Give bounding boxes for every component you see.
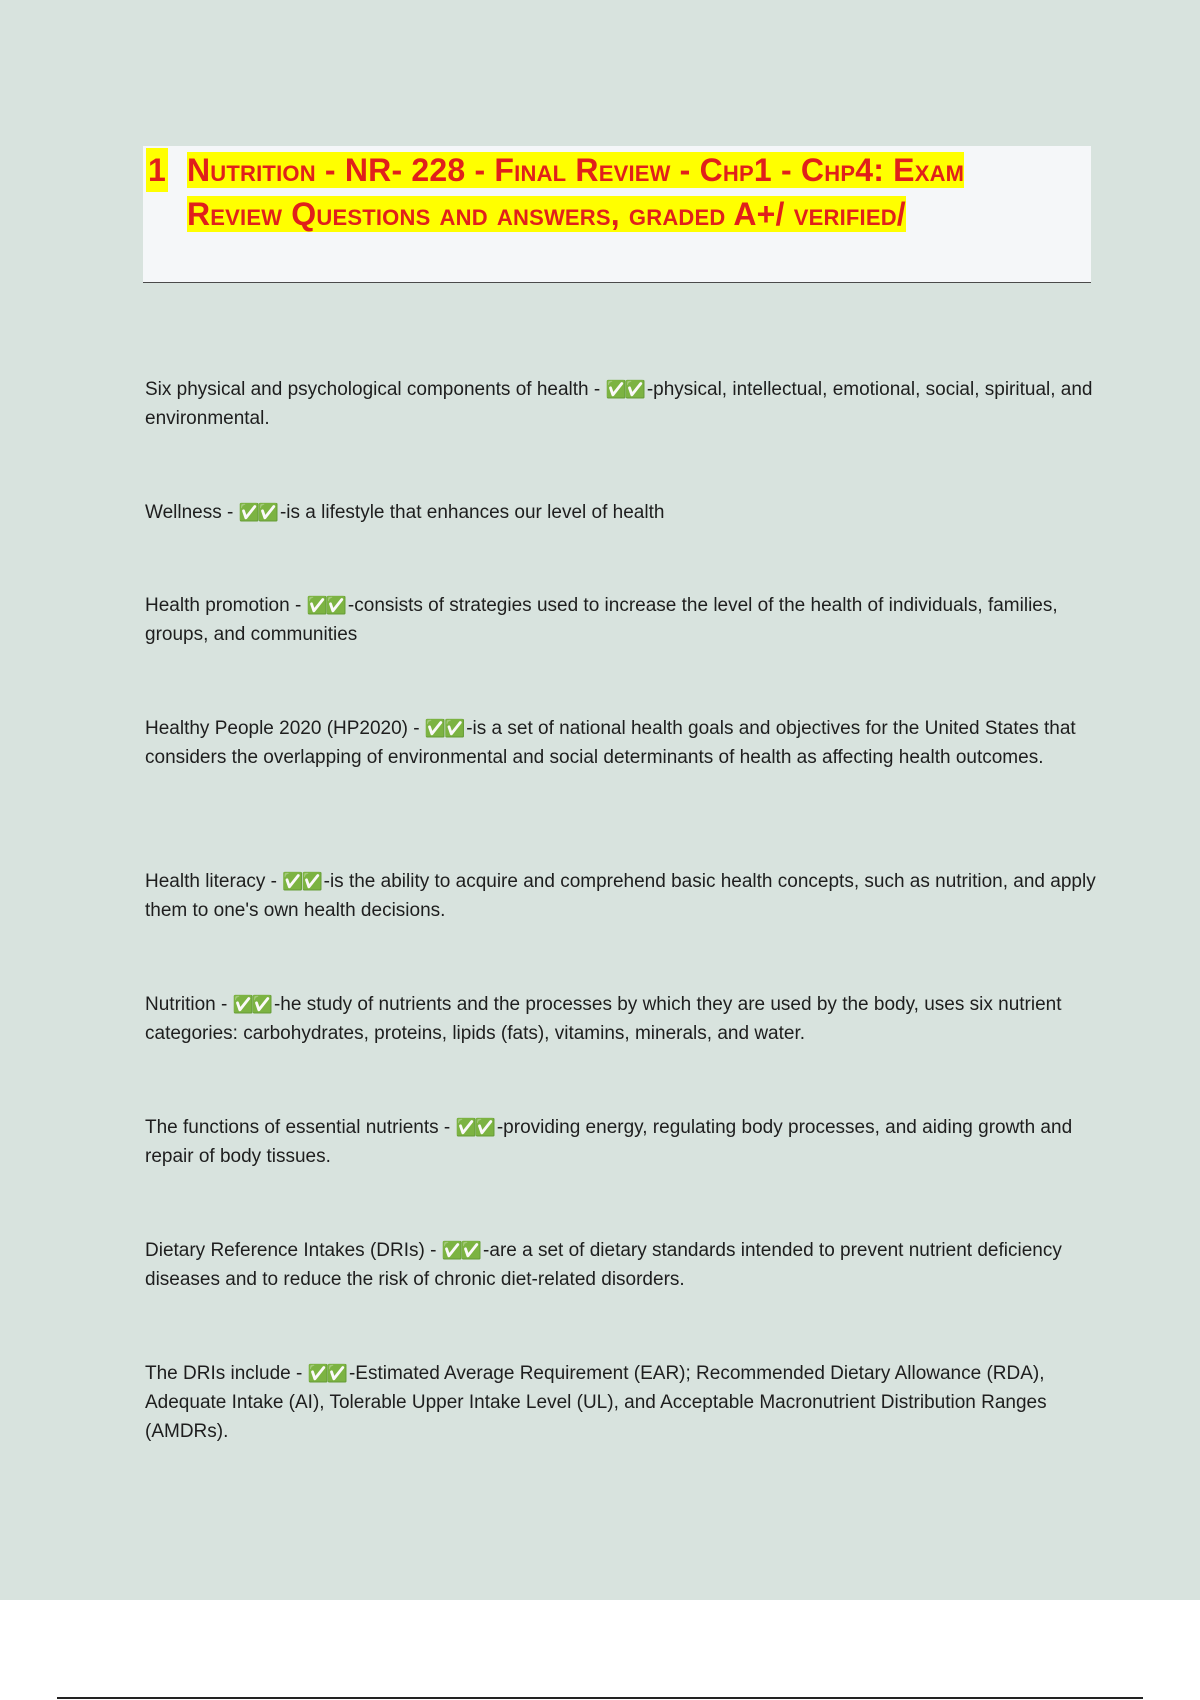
entry-definition: -consists of strategies used to increase the level of the health of individuals, families, groups, and communities: [145, 595, 1058, 645]
double-check-icon: ✅✅: [605, 380, 644, 399]
qa-entry: [145, 1359, 1105, 1446]
qa-entry: [145, 714, 1105, 772]
qa-entry: [145, 867, 1105, 925]
heading-title: [187, 148, 1067, 236]
entry-definition: -he study of nutrients and the processes by which they are used by the body, uses six nutrient categories: carbohydrates, proteins, lipids (fats), vitamins, minerals, and water.: [145, 994, 1062, 1044]
qa-entry: [145, 1236, 1105, 1294]
entry-term: Healthy People 2020 (HP2020) -: [145, 718, 425, 739]
double-check-icon: ✅✅: [307, 1364, 346, 1383]
qa-entry: [145, 375, 1105, 433]
entry-definition: -are a set of dietary standards intended to prevent nutrient deficiency diseases and to reduce the risk of chronic diet-related disorders.: [145, 1240, 1062, 1290]
entry-term: The functions of essential nutrients -: [145, 1117, 456, 1138]
qa-entry: [145, 1113, 1105, 1171]
entry-term: Six physical and psychological components of health -: [145, 379, 606, 400]
double-check-icon: ✅✅: [306, 596, 345, 615]
qa-entry: [145, 990, 1105, 1048]
entry-definition: -physical, intellectual, emotional, social, spiritual, and environmental.: [145, 379, 1093, 429]
heading-number: 1: [146, 148, 168, 192]
double-check-icon: ✅✅: [455, 1118, 494, 1137]
entry-term: Health literacy -: [145, 871, 283, 892]
heading-title-text: Nutrition - NR- 228 - Final Review - Chp1 - Chp4: Exam Review Questions and answers, graded A+/ verified/: [187, 152, 965, 232]
double-check-icon: ✅✅: [282, 872, 321, 891]
entry-definition: -Estimated Average Requirement (EAR); Recommended Dietary Allowance (RDA), Adequate Intake (AI), Tolerable Upper Intake Level (UL), and Acceptable Macronutrient Distribution Ranges (AMDRs).: [145, 1363, 1047, 1442]
entry-definition: -providing energy, regulating body processes, and aiding growth and repair of body tissues.: [145, 1117, 1073, 1167]
entry-definition: -is a set of national health goals and objectives for the United States that considers the overlapping of environmental and social determinants of health as affecting health outcomes.: [145, 718, 1076, 768]
entry-definition: -is a lifestyle that enhances our level of health: [279, 502, 665, 523]
double-check-icon: ✅✅: [238, 503, 277, 522]
footer-divider: [57, 1697, 1143, 1699]
double-check-icon: ✅✅: [232, 995, 271, 1014]
document-heading: [143, 146, 1091, 283]
entry-term: Health promotion -: [145, 595, 307, 616]
qa-entry: [145, 498, 1105, 527]
entry-definition: -is the ability to acquire and comprehend basic health concepts, such as nutrition, and apply them to one's own health decisions.: [145, 871, 1096, 921]
entry-term: Nutrition -: [145, 994, 233, 1015]
entry-term: Dietary Reference Intakes (DRIs) -: [145, 1240, 442, 1261]
qa-entry: [145, 591, 1105, 649]
entry-term: Wellness -: [145, 502, 239, 523]
entry-term: The DRIs include -: [145, 1363, 308, 1384]
double-check-icon: ✅✅: [441, 1241, 481, 1260]
double-check-icon: ✅✅: [424, 719, 464, 738]
